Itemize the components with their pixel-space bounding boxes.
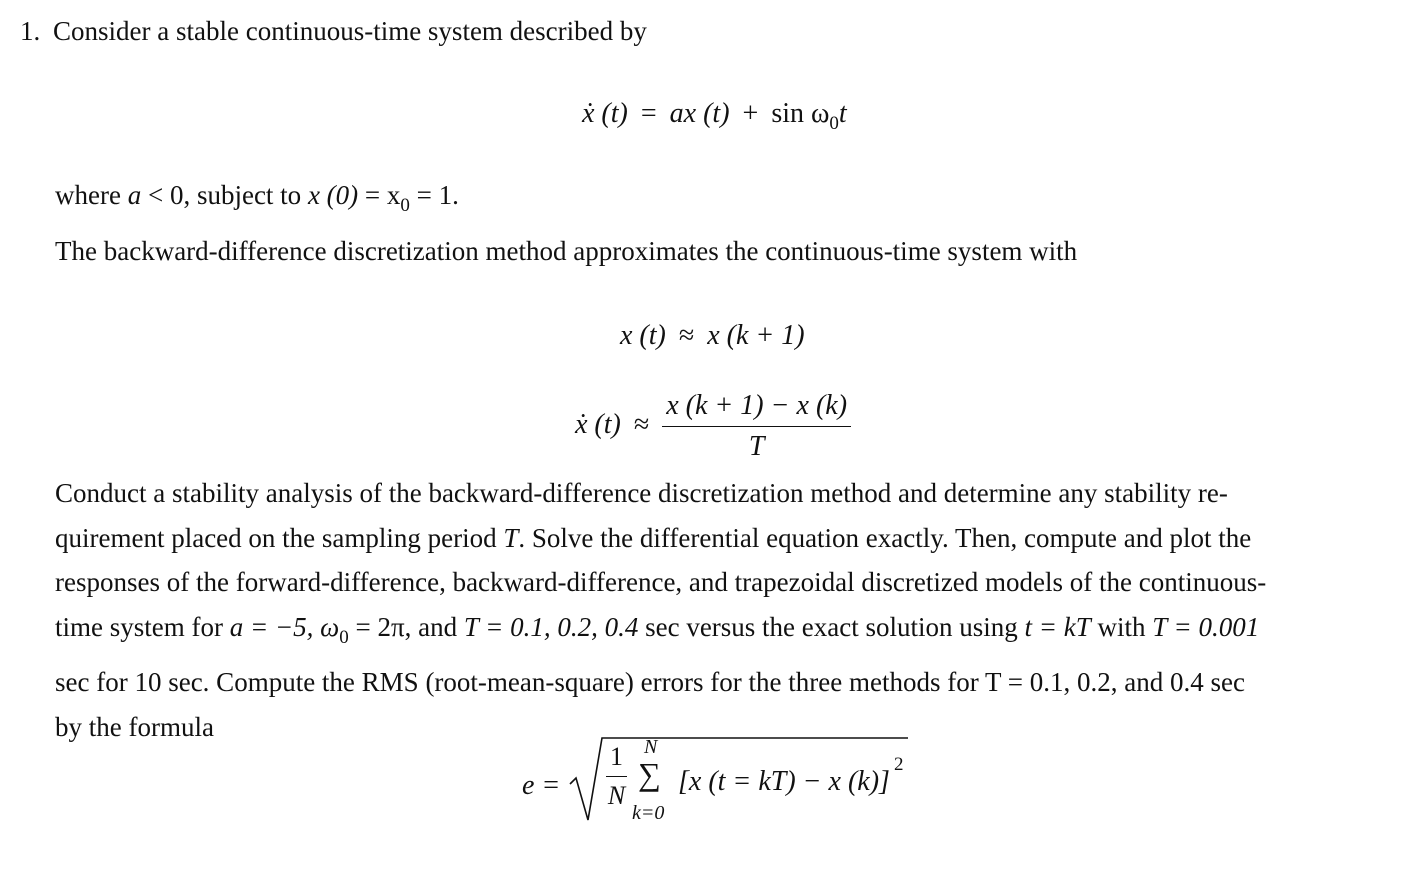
task-line-6: by the formula: [55, 711, 214, 742]
sum-icon: ∑: [638, 756, 661, 792]
rms-body: [x (t = kT) − x (k)]: [678, 766, 890, 797]
where-x0-sub: 0: [400, 195, 410, 216]
task-line-1: Conduct a stability analysis of the backward-difference discretization method and determine any stability re-: [55, 478, 1228, 508]
task-line-2: [55, 516, 1375, 561]
sum-lower-limit: k=0: [632, 802, 665, 824]
system-equation: ẋ (t) = ax $(t) + \sin \omega_0t$: [582, 98, 847, 134]
where-x0: x (0): [307, 180, 359, 210]
problem-header: [20, 16, 647, 47]
approx2-numerator: x (k + 1) − x (k): [662, 390, 851, 427]
task-line-4: [55, 605, 1375, 661]
task-p5a: sec for 10 sec. Compute the RMS (root-mean-square) errors for the three methods for: [55, 667, 979, 697]
problem-intro: Consider a stable continuous-time system described by: [53, 16, 647, 46]
rms-frac-num: 1: [606, 742, 627, 777]
task-p4h: with: [1097, 611, 1146, 642]
rms-exponent: 2: [894, 754, 904, 775]
task-line-3: responses of the forward-difference, backward-difference, and trapezoidal discretized models of the continuous-: [55, 567, 1267, 597]
approx2-lhs: ẋ (t): [575, 408, 621, 440]
eq-lhs: ẋ (t): [582, 98, 628, 129]
problem-number: 1.: [20, 16, 41, 46]
sum-upper-limit: N: [644, 736, 658, 758]
where-a: a: [127, 180, 142, 210]
task-p4f: sec versus the exact solution using: [645, 611, 1018, 642]
task-p4b: a = −5, ω: [229, 611, 340, 642]
where-value: = 1.: [416, 180, 459, 210]
task-p2T: T: [503, 522, 519, 553]
approx-derivative: [575, 390, 851, 463]
approx2-op: ≈: [633, 408, 650, 440]
approx-state: [620, 320, 805, 352]
where-eq: = x: [364, 180, 401, 210]
eq-rhs-a: ax (t): [669, 98, 730, 129]
task-p4i: T = 0.001: [1152, 611, 1260, 642]
approx1-rhs: x (k + 1): [707, 320, 805, 351]
task-p5b: T = 0.1, 0.2, and 0.4 sec: [984, 667, 1245, 697]
eq-rhs-t: t: [838, 98, 847, 129]
task-p4g: t = kT: [1024, 611, 1091, 642]
approx1-lhs: x (t): [620, 320, 666, 351]
task-p2a: quirement placed on the sampling period: [55, 522, 497, 553]
backward-intro: The backward-difference discretization method approximates the continuous-time system with: [55, 236, 1078, 266]
task-line-5: [55, 660, 1375, 705]
eq-rhs-sub: 0: [829, 113, 839, 134]
task-p4e: T = 0.1, 0.2, 0.4: [463, 611, 639, 642]
approx1-op: ≈: [678, 320, 695, 351]
task-paragraph: [55, 471, 1375, 749]
task-p4c: = 2π,: [355, 611, 412, 642]
initial-condition-line: [55, 180, 459, 217]
rms-frac-den: N: [607, 781, 626, 810]
where-condition: < 0, subject to: [147, 180, 302, 210]
task-p4a: time system for: [55, 611, 223, 642]
task-p4d: and: [418, 611, 458, 642]
task-p4sub: 0: [339, 626, 349, 648]
task-p2b: . Solve the differential equation exactly. Then, compute and plot the: [518, 522, 1252, 553]
eq-rhs-sin: sin ω: [771, 98, 830, 129]
approx2-denominator: T: [748, 431, 765, 462]
approx2-fraction: [662, 390, 851, 463]
rms-fraction: [606, 742, 627, 811]
where-word: where: [55, 180, 121, 210]
rms-lhs: e =: [522, 770, 561, 801]
